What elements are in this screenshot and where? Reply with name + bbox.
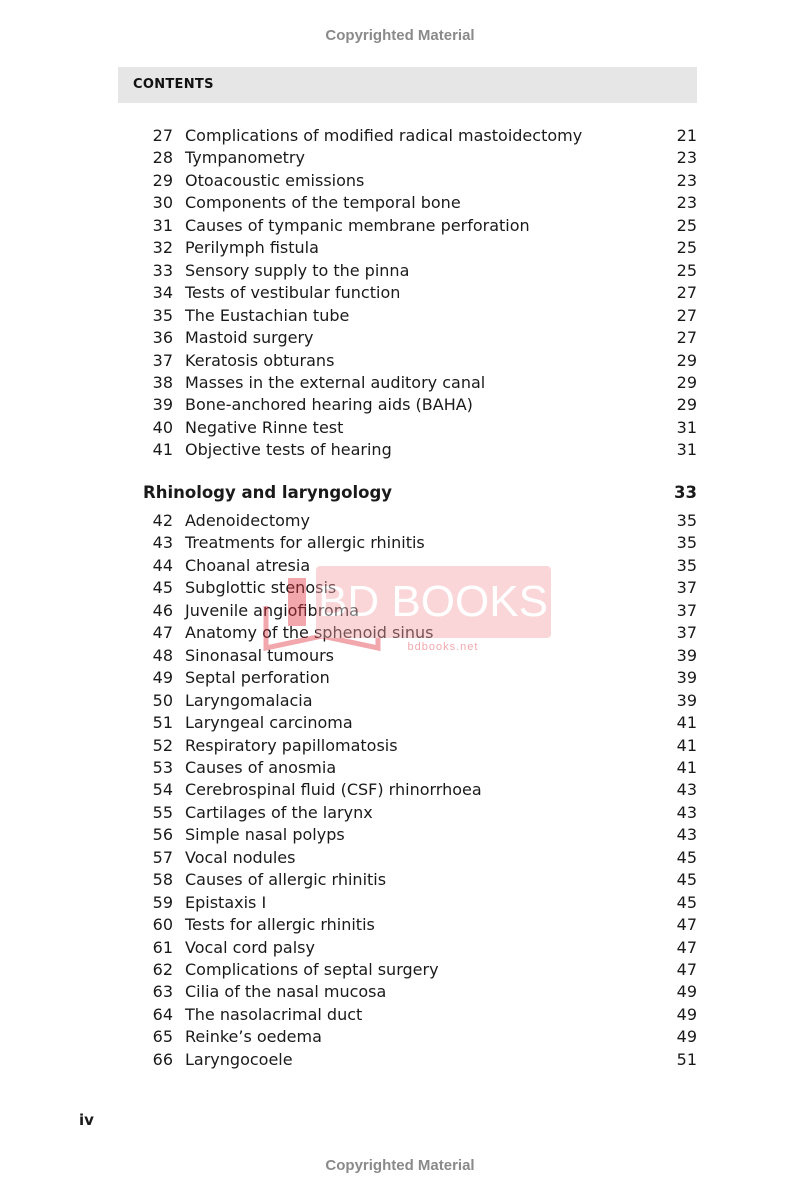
toc-entry xyxy=(140,192,697,214)
toc-entry xyxy=(140,937,697,959)
toc-entry xyxy=(140,779,697,801)
entry-number: 45 xyxy=(152,578,173,598)
toc-entry xyxy=(140,802,697,824)
entry-number: 35 xyxy=(152,305,173,325)
entry-number: 37 xyxy=(152,350,173,370)
entry-page: 49 xyxy=(676,1004,697,1024)
entry-title: Reinke’s oedema xyxy=(185,1027,322,1047)
entry-page: 47 xyxy=(676,960,697,979)
entry-page: 29 xyxy=(676,395,697,415)
entry-title: Adenoidectomy xyxy=(185,511,310,530)
entry-page: 39 xyxy=(676,668,697,688)
entry-number: 57 xyxy=(152,847,173,867)
entry-title: Respiratory papillomatosis xyxy=(185,735,398,755)
toc-entry xyxy=(140,327,697,349)
toc-entry xyxy=(140,260,697,282)
entry-page: 29 xyxy=(676,372,697,392)
toc-entry xyxy=(140,147,697,169)
entry-title: Laryngeal carcinoma xyxy=(185,713,353,733)
toc-entry xyxy=(140,667,697,689)
entry-number: 55 xyxy=(152,802,173,822)
toc-entry xyxy=(140,712,697,734)
entry-title: Cerebrospinal fluid (CSF) rhinorrhoea xyxy=(185,780,482,800)
entry-title: Anatomy of the sphenoid sinus xyxy=(185,623,434,643)
entry-title: Causes of tympanic membrane perforation xyxy=(185,215,530,235)
entry-title: Mastoid surgery xyxy=(185,328,314,348)
entry-number: 39 xyxy=(152,395,173,415)
toc-entry xyxy=(140,350,697,372)
toc-entry xyxy=(140,305,697,327)
entry-number: 36 xyxy=(152,328,173,348)
contents-heading: CONTENTS xyxy=(133,77,214,92)
watermark-url: bdbooks.net xyxy=(407,641,479,653)
entry-page: 29 xyxy=(676,350,697,370)
toc-entry xyxy=(140,439,697,461)
toc-entry xyxy=(140,125,697,147)
entry-title: Juvenile angiofibroma xyxy=(185,600,360,620)
entry-title: Epistaxis I xyxy=(185,892,267,912)
entry-page: 25 xyxy=(676,260,697,280)
entry-page: 47 xyxy=(676,937,697,957)
entry-number: 52 xyxy=(152,735,173,755)
copyright-notice-bottom: Copyrighted Material xyxy=(325,1157,475,1174)
entry-title: Choanal atresia xyxy=(185,555,311,575)
section-page: 33 xyxy=(674,483,697,502)
entry-page: 27 xyxy=(676,283,697,303)
entry-title: Keratosis obturans xyxy=(185,350,335,370)
entry-page: 37 xyxy=(676,623,697,643)
entry-page: 39 xyxy=(676,645,697,665)
entry-page: 41 xyxy=(676,713,697,733)
toc-entry xyxy=(140,237,697,259)
entry-page: 43 xyxy=(676,780,697,800)
entry-page: 45 xyxy=(676,870,697,890)
entry-page: 35 xyxy=(676,533,697,553)
entry-page: 45 xyxy=(676,892,697,912)
entry-title: Subglottic stenosis xyxy=(185,578,337,598)
toc-entry xyxy=(140,959,697,981)
entry-number: 58 xyxy=(152,870,173,890)
entry-title: Bone-anchored hearing aids (BAHA) xyxy=(185,395,473,415)
toc-entry xyxy=(140,170,697,192)
entry-page: 25 xyxy=(676,215,697,235)
toc-entry xyxy=(140,914,697,936)
entry-page: 23 xyxy=(676,148,697,168)
entry-number: 30 xyxy=(152,193,173,213)
entry-title: Vocal nodules xyxy=(185,847,296,867)
entry-number: 54 xyxy=(152,780,173,800)
entry-number: 41 xyxy=(152,440,173,460)
entry-number: 48 xyxy=(152,645,173,665)
entry-title: Simple nasal polyps xyxy=(185,825,345,845)
entry-title: Components of the temporal bone xyxy=(185,193,461,213)
toc-entry xyxy=(140,1004,697,1026)
toc-entry xyxy=(140,824,697,846)
entry-title: Tests for allergic rhinitis xyxy=(185,915,375,935)
toc-entry xyxy=(140,1049,697,1071)
entry-number: 62 xyxy=(152,960,173,979)
entry-page: 21 xyxy=(676,126,697,145)
entry-number: 46 xyxy=(152,600,173,620)
entry-page: 31 xyxy=(676,417,697,437)
entry-title: Cartilages of the larynx xyxy=(185,802,373,822)
toc-entry xyxy=(140,215,697,237)
entry-title: The nasolacrimal duct xyxy=(185,1004,363,1024)
entry-title: Laryngomalacia xyxy=(185,690,313,710)
watermark-brand: BD BOOKS xyxy=(318,577,548,626)
toc-entry xyxy=(140,847,697,869)
entry-number: 63 xyxy=(152,982,173,1002)
section-title: Rhinology and laryngology xyxy=(143,483,393,502)
entry-title: Tympanometry xyxy=(185,148,305,168)
entry-title: Sensory supply to the pinna xyxy=(185,260,410,280)
entry-number: 56 xyxy=(152,825,173,845)
toc-entry xyxy=(140,892,697,914)
toc-entry xyxy=(140,282,697,304)
toc-entry xyxy=(140,869,697,891)
entry-number: 29 xyxy=(152,170,173,190)
entry-page: 51 xyxy=(676,1049,697,1069)
entry-title: Cilia of the nasal mucosa xyxy=(185,982,387,1002)
entry-page: 43 xyxy=(676,802,697,822)
entry-number: 33 xyxy=(152,260,173,280)
entry-number: 32 xyxy=(152,238,173,258)
section-heading xyxy=(143,481,697,505)
entry-page: 23 xyxy=(676,170,697,190)
entry-number: 28 xyxy=(152,148,173,168)
entry-page: 43 xyxy=(676,825,697,845)
toc-entry xyxy=(140,690,697,712)
entry-title: Causes of allergic rhinitis xyxy=(185,870,387,890)
entry-page: 37 xyxy=(676,578,697,598)
entry-title: Negative Rinne test xyxy=(185,417,344,437)
toc-entry xyxy=(140,1026,697,1048)
entry-title: Complications of modified radical mastoidectomy xyxy=(185,126,583,145)
toc-entry xyxy=(140,417,697,439)
entry-page: 45 xyxy=(676,847,697,867)
toc-entry xyxy=(140,757,697,779)
entry-title: Masses in the external auditory canal xyxy=(185,372,486,392)
entry-number: 53 xyxy=(152,757,173,777)
entry-title: Tests of vestibular function xyxy=(185,283,401,303)
toc-entry xyxy=(140,372,697,394)
entry-page: 41 xyxy=(676,757,697,777)
entry-title: Sinonasal tumours xyxy=(185,645,334,665)
entry-page: 31 xyxy=(676,440,697,460)
copyright-notice-top: Copyrighted Material xyxy=(325,27,475,44)
entry-number: 34 xyxy=(152,283,173,303)
entry-title: Objective tests of hearing xyxy=(185,440,392,460)
entry-number: 47 xyxy=(152,623,173,643)
entry-page: 35 xyxy=(676,511,697,530)
toc-entry xyxy=(140,981,697,1003)
entry-page: 25 xyxy=(676,238,697,258)
entry-number: 27 xyxy=(152,126,173,145)
entry-number: 50 xyxy=(152,690,173,710)
page-number: iv xyxy=(79,1111,94,1129)
bdbooks-watermark-logo xyxy=(258,556,553,656)
entry-page: 37 xyxy=(676,600,697,620)
entry-number: 66 xyxy=(152,1049,173,1069)
entry-title: Causes of anosmia xyxy=(185,757,337,777)
entry-number: 40 xyxy=(152,417,173,437)
entry-number: 43 xyxy=(152,533,173,553)
entry-number: 65 xyxy=(152,1027,173,1047)
entry-number: 44 xyxy=(152,555,173,575)
entry-number: 31 xyxy=(152,215,173,235)
entry-number: 49 xyxy=(152,668,173,688)
toc-entry xyxy=(140,735,697,757)
entry-page: 27 xyxy=(676,305,697,325)
toc-entry xyxy=(140,394,697,416)
entry-title: The Eustachian tube xyxy=(185,305,350,325)
entry-page: 41 xyxy=(676,735,697,755)
entry-number: 61 xyxy=(152,937,173,957)
entry-number: 38 xyxy=(152,372,173,392)
entry-page: 49 xyxy=(676,982,697,1002)
watermark-bar xyxy=(288,578,306,626)
entry-page: 47 xyxy=(676,915,697,935)
entry-title: Perilymph fistula xyxy=(185,238,319,258)
entry-number: 59 xyxy=(152,892,173,912)
entry-title: Complications of septal surgery xyxy=(185,960,439,979)
entry-page: 49 xyxy=(676,1027,697,1047)
entry-title: Treatments for allergic rhinitis xyxy=(185,533,425,553)
entry-page: 27 xyxy=(676,328,697,348)
entry-page: 23 xyxy=(676,193,697,213)
entry-number: 64 xyxy=(152,1004,173,1024)
entry-title: Septal perforation xyxy=(185,668,330,688)
toc-entry xyxy=(140,510,697,532)
toc-entry xyxy=(140,532,697,554)
entry-title: Otoacoustic emissions xyxy=(185,170,365,190)
entry-number: 42 xyxy=(152,511,173,530)
entry-page: 35 xyxy=(676,555,697,575)
entry-number: 60 xyxy=(152,915,173,935)
entry-number: 51 xyxy=(152,713,173,733)
entry-page: 39 xyxy=(676,690,697,710)
entry-title: Vocal cord palsy xyxy=(185,937,315,957)
entry-title: Laryngocoele xyxy=(185,1049,293,1069)
